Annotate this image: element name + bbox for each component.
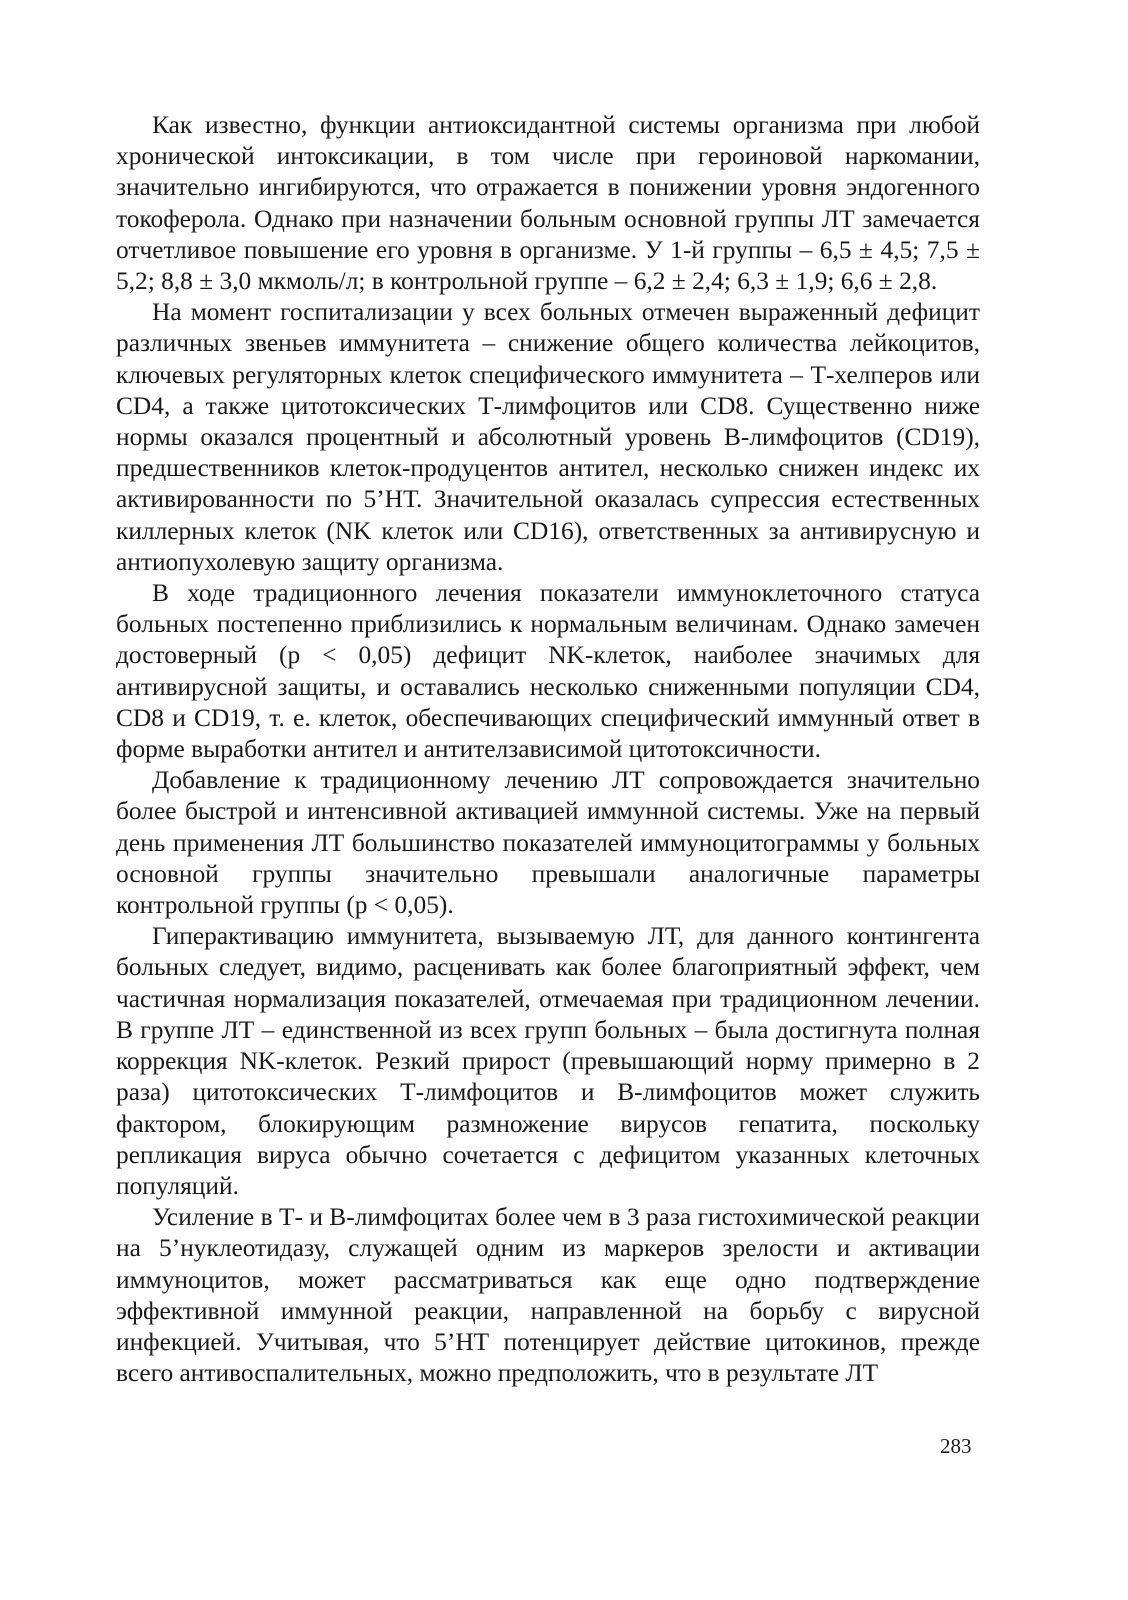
paragraph-traditional-treatment: В ходе традиционного лечения показатели иммуноклеточного статуса больных постепенно приблизились к нормальным величинам. Однако замечен достоверный (р < 0,05) дефицит NK-клеток, наиболее значимых для антивирусной защиты, и оставались несколько сниженными популяции CD4, CD8 и CD19, т. е. клеток, обеспечивающих специфический иммунный ответ в форме выработки антител и антителзависимой цитотоксичности. bbox=[116, 579, 980, 764]
paragraph-immune-deficit: На момент госпитализации у всех больных отмечен выраженный дефицит различных звеньев иммунитета – снижение общего количества лейкоцитов, ключевых регуляторных клеток специфического иммунитета – Т-хелперов или CD4, а также цитотоксических Т-лимфоцитов или CD8. Существенно ниже нормы оказался процентный и абсолютный уровень В-лимфоцитов (CD19), предшественников клеток-продуцентов антител, несколько снижен индекс их активированности по 5’НТ. Значительной оказалась супрессия естественных киллерных клеток (NK клеток или CD16), ответственных за антивирусную и антиопухолевую защиту организма. bbox=[116, 298, 980, 576]
paragraph-nucleotidase: Усиление в Т- и В-лимфоцитах более чем в 3 раза гистохимической реакции на 5’нуклеотидазу, служащей одним из маркеров зрелости и активации иммуноцитов, может рассматриваться как еще одно подтверждение эффективной иммунной реакции, направленной на борьбу с вирусной инфекцией. Учитывая, что 5’НТ потенцирует действие цитокинов, прежде всего антивоспалительных, можно предположить, что в результате ЛТ bbox=[116, 1203, 980, 1388]
document-body bbox=[116, 110, 980, 1389]
paragraph-antioxidant: Как известно, функции антиоксидантной системы организма при любой хронической интоксикации, в том числе при героиновой наркомании, значительно ингибируются, что отражается в понижении уровня эндогенного токоферола. Однако при назначении больным основной группы ЛТ замечается отчетливое повышение его уровня в организме. У 1-й группы – 6,5 ± 4,5; 7,5 ± 5,2; 8,8 ± 3,0 мкмоль/л; в контрольной группе – 6,2 ± 2,4; 6,3 ± 1,9; 6,6 ± 2,8. bbox=[116, 111, 980, 296]
paragraph-hyperactivation: Гиперактивацию иммунитета, вызываемую ЛТ, для данного контингента больных следует, видимо, расценивать как более благоприятный эффект, чем частичная нормализация показателей, отмечаемая при традиционном лечении. В группе ЛТ – единственной из всех групп больных – была достигнута полная коррекция NK-клеток. Резкий прирост (превышающий норму примерно в 2 раза) цитотоксических Т-лимфоцитов и В-лимфоцитов может служить фактором, блокирующим размножение вирусов гепатита, поскольку репликация вируса обычно сочетается с дефицитом указанных клеточных популяций. bbox=[116, 922, 980, 1200]
paragraph-lt-activation: Добавление к традиционному лечению ЛТ сопровождается значительно более быстрой и интенсивной активацией иммунной системы. Уже на первый день применения ЛТ большинство показателей иммуноцитограммы у больных основной группы значительно превышали аналогичные параметры контрольной группы (р < 0,05). bbox=[116, 766, 980, 920]
page-number: 283 bbox=[940, 1434, 972, 1458]
